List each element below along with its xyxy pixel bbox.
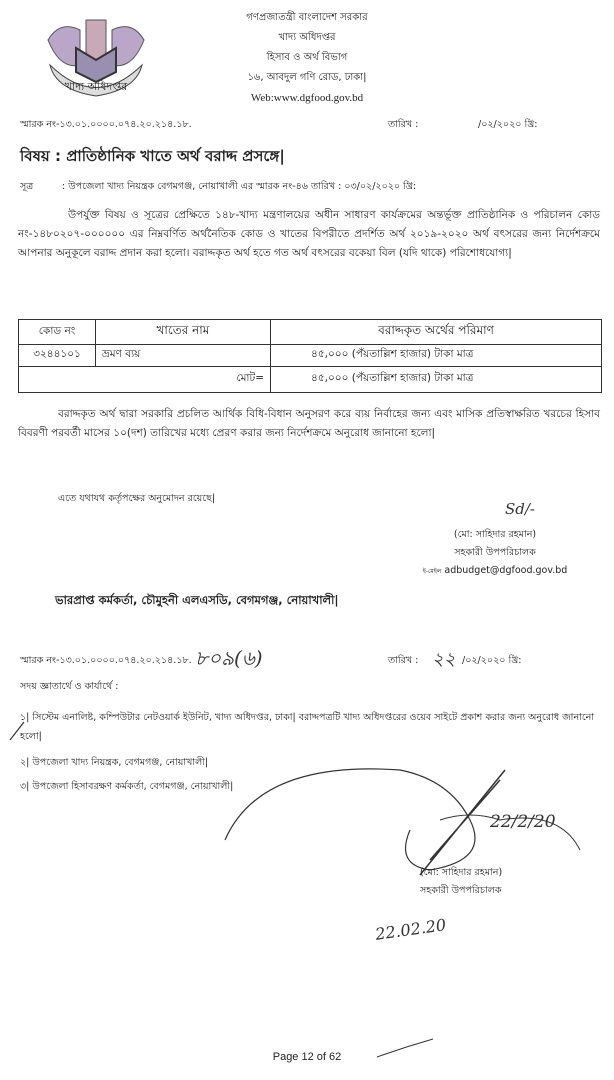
signature2-date: 22/2/20 [490, 812, 556, 832]
email-label: ই-মেইল [422, 568, 442, 575]
cell-name: ভ্রমণ ব্যয় [96, 345, 271, 367]
approval-note: এতে যথাযথ কর্তৃপক্ষের অনুমোদন রয়েছে| [58, 493, 216, 504]
letterhead-line: ১৬, আবদুল গণি রোড, ঢাকা| [247, 72, 367, 83]
pen-stroke [375, 1035, 435, 1060]
table-header-head: খাতের নাম [96, 320, 271, 345]
table-row [19, 345, 602, 367]
copy-to-label: সদয় জ্ঞাতার্থে ও কার্যার্থে : [20, 681, 119, 692]
signatory2-name: (মো: সাহিদার রহমান) [420, 867, 503, 878]
cell-amount: ৪৫,০০০ (পঁয়তাল্লিশ হাজার) টাকা মাত্র [271, 345, 602, 367]
total-label: মোট= [19, 367, 271, 393]
cell-code: ৩২৪৪১০১ [19, 345, 96, 367]
letterhead-line: হিসাব ও অর্থ বিভাগ [266, 52, 348, 63]
memo2-date-label: তারিখ : [388, 655, 419, 666]
paragraph-instruction: বরাদ্দকৃত অর্থ দ্বারা সরকারি প্রচলিত আর্থিক বিধি-বিধান অনুসরণ করে ব্যয় নির্বাহের জন্য এবং মাসিক প্রতিস্বাক্ষরিত খরচের হিসাব বিবরণী পরবর্তী মাসের ১০(দশ) তারিখের মধ্যে প্রেরণ করার জন্য নির্দেশক্রমে অনুরোধ জানানো হলো| [18, 408, 600, 439]
copy-to-item: ৩| উপজেলা হিসাবরক্ষণ কর্মকর্তা, বেগমগঞ্জ, নোয়াখালী| [20, 781, 234, 792]
letterhead-line: গণপ্রজাতন্ত্রী বাংলাদেশ সরকার [246, 12, 368, 23]
logo-text: খাদ্য অধিদপ্তর [64, 80, 128, 93]
signatory-email: adbudget@dgfood.gov.bd [444, 565, 568, 576]
signatory-name: (মো: সাহিদার রহমান) [453, 529, 537, 540]
letterhead-website: Web:www.dgfood.gov.bd [250, 92, 364, 104]
table-header-amount: বরাদ্দকৃত অর্থের পরিমাণ [271, 320, 602, 345]
memo2-date: /০২/২০২০ খ্রি: [462, 655, 522, 666]
signatory2-title: সহকারী উপপরিচালক [420, 885, 502, 896]
letterhead [0, 8, 614, 108]
table-header-code: কোড নং [19, 320, 96, 345]
recipient: ভারপ্রাপ্ত কর্মকর্তা, চৌমুহনী এলএসডি, বেগমগঞ্জ, নোয়াখালী| [55, 593, 339, 607]
memo-number: স্মারক নং-১৩.০১.০০০০.০৭৪.২০.২১৪.১৮. [20, 119, 192, 130]
signature: Sd/- [505, 500, 535, 518]
copy-to-item: ২| উপজেলা খাদ্য নিয়ন্ত্রক, বেগমগঞ্জ, নোয়াখালী| [20, 757, 209, 768]
total-amount: ৪৫,০০০ (পঁয়তাল্লিশ হাজার) টাকা মাত্র [271, 367, 602, 393]
memo2-number: স্মারক নং-১৩.০১.০০০০.০৭৪.২০.২১৪.১৮. [20, 655, 192, 666]
received-note: 22.02.20 [374, 915, 448, 944]
memo-date: /০২/২০২০ খ্রি: [478, 119, 538, 130]
signatory-title: সহকারী উপপরিচালক [454, 547, 536, 558]
table-total-row [19, 367, 602, 393]
allocation-table [18, 319, 602, 393]
signatory-block [400, 526, 590, 581]
reference-label: সূত্র [20, 181, 34, 192]
memo2-handwritten-number: ৮০৯(৬) [195, 646, 263, 670]
page-number: Page 12 of 62 [272, 1051, 342, 1063]
reference-text: : উপজেলা খাদ্য নিয়ন্ত্রক বেগমগঞ্জ, নোয়াখালী এর স্মারক নং-৪৬ তারিখ : ০৩/০২/২০২০ খ্রি: [62, 181, 417, 192]
paragraph-allocation: উপর্যুক্ত বিষয় ও সূত্রের প্রেক্ষিতে ১৪৮-খাদ্য মন্ত্রণালয়ের অধীন সাধারণ কার্যক্রমের অন্তর্ভূক্ত প্রাতিষ্ঠানিক ও পরিচালন কোড নং-১৪৮০২০৭-০০০০০০ এর নিম্নবর্ণিত অর্থনৈতিক কোড ও খাতের বিপরীতে প্রদর্শিত অর্থ ২০১৯-২০২০ অর্থ বৎসরের জন্য নির্দেশক্রমে আপনার অনুকূলে বরাদ্দ প্রদান করা হলো। বরাদ্দকৃত অর্থ হতে গত অর্থ বৎসরের বকেয়া বিল (যদি থাকে) পরিশোধযোগ্য| [18, 209, 600, 259]
signatory2-block [420, 864, 502, 900]
memo-date-label: তারিখ : [388, 119, 419, 130]
memo2-handwritten-day: ২২ [432, 649, 456, 670]
letterhead-line: খাদ্য অধিদপ্তর [278, 32, 336, 43]
subject: বিষয় : প্রাতিষ্ঠানিক খাতে অর্থ বরাদ্দ প্রসঙ্গে| [20, 147, 285, 165]
copy-to-item: ১| সিস্টেম এনালিষ্ট, কম্পিউটার নেটওয়ার্ক ইউনিট, খাদ্য অধিদপ্তর, ঢাকা| বরাদ্দপত্রটি খাদ্য অধিদপ্তরের ওয়েব সাইটে প্রকাশ করার জন্য অনুরোধ জানানো হলো| [20, 712, 595, 742]
